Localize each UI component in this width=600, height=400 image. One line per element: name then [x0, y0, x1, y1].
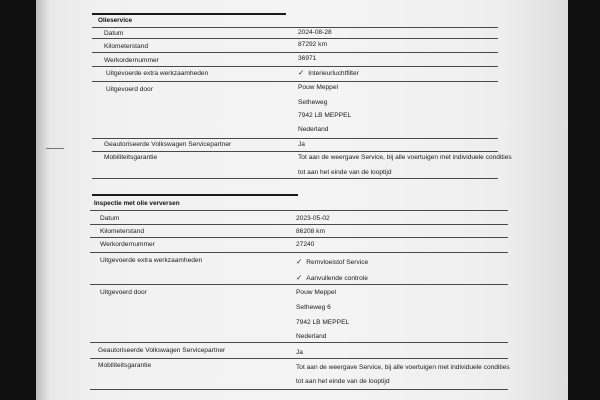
dealer-line: Setheweg 6 [296, 304, 331, 311]
row-label-kilometerstand: Kilometerstand [100, 228, 144, 235]
row-divider [90, 252, 508, 253]
row-value-servicepartner: Ja [298, 141, 305, 148]
row-divider [90, 358, 508, 359]
row-label-mobiliteitsgarantie: Mobiliteitsgarantie [98, 362, 152, 369]
section-top-bar [92, 13, 286, 15]
dealer-line: Nederland [296, 333, 327, 340]
row-divider [90, 284, 508, 285]
row-label-datum: Datum [100, 215, 120, 222]
row-label-mobiliteitsgarantie: Mobiliteitsgarantie [104, 154, 158, 161]
dealer-line: 7942 LB MEPPEL [296, 319, 350, 326]
dealer-line: 7942 LB MEPPEL [298, 112, 352, 119]
row-value-kilometerstand: 86208 km [296, 228, 325, 235]
section-title: Olieservice [98, 17, 133, 24]
row-value-kilometerstand: 87292 km [298, 41, 327, 48]
row-divider [92, 151, 498, 152]
checkmark-icon: ✓ [296, 257, 303, 266]
service-record-page [36, 0, 568, 400]
row-divider [92, 66, 498, 67]
row-value-check: ✓ Aanvullende controle [296, 273, 368, 282]
row-label-uitgevoerd-door: Uitgevoerd door [100, 289, 147, 296]
page-shadow [36, 0, 50, 400]
row-divider [90, 342, 508, 343]
row-divider [90, 237, 508, 238]
row-value-werkordernummer: 36971 [298, 55, 317, 62]
row-divider [92, 27, 498, 28]
row-divider [92, 81, 498, 82]
guarantee-line: tot aan het einde van de looptijd [298, 169, 392, 176]
row-value-check: ✓ Interieurluchtfilter [298, 68, 359, 77]
dealer-line: Setheweg [298, 99, 328, 106]
row-value-datum: 2024-08-28 [298, 29, 332, 36]
row-value-datum: 2023-05-02 [296, 215, 330, 222]
row-label-uitgevoerd-door: Uitgevoerd door [106, 86, 153, 93]
row-divider [90, 210, 508, 211]
row-label-servicepartner: Geautoriseerde Volkswagen Servicepartner [104, 141, 232, 148]
row-label-kilometerstand: Kilometerstand [104, 43, 148, 50]
guarantee-line: tot aan het einde van de looptijd [296, 378, 390, 385]
row-value-servicepartner: Ja [296, 349, 303, 356]
guarantee-line: Tot aan de weergave Service, bij alle voertuigen met individuele condities [298, 154, 512, 161]
row-label-extra-werkzaamheden: Uitgevoerde extra werkzaamheden [100, 257, 203, 264]
row-label-extra-werkzaamheden: Uitgevoerde extra werkzaamheden [106, 70, 209, 77]
dealer-line: Pouw Meppel [296, 289, 336, 296]
row-value-check: ✓ Remvloeistof Service [296, 257, 369, 266]
dealer-line: Nederland [298, 126, 329, 133]
section-top-bar [92, 194, 298, 196]
row-label-servicepartner: Geautoriseerde Volkswagen Servicepartner [98, 347, 226, 354]
row-label-werkordernummer: Werkordernummer [100, 241, 155, 248]
row-divider [92, 178, 498, 179]
row-value-werkordernummer: 27240 [296, 241, 315, 248]
checkmark-icon: ✓ [298, 68, 305, 77]
row-divider [92, 138, 498, 139]
row-label-datum: Datum [104, 30, 124, 37]
guarantee-line: Tot aan de weergave Service, bij alle voertuigen met individuele condities [296, 364, 510, 371]
checkmark-icon: ✓ [296, 273, 303, 282]
margin-mark [46, 148, 64, 149]
row-divider [90, 224, 508, 225]
row-divider [92, 38, 498, 39]
section-title: Inspectie met olie verversen [94, 200, 180, 207]
dealer-line: Pouw Meppel [298, 84, 338, 91]
row-label-werkordernummer: Werkordernummer [104, 57, 159, 64]
row-divider [90, 389, 508, 390]
row-divider [92, 52, 498, 53]
